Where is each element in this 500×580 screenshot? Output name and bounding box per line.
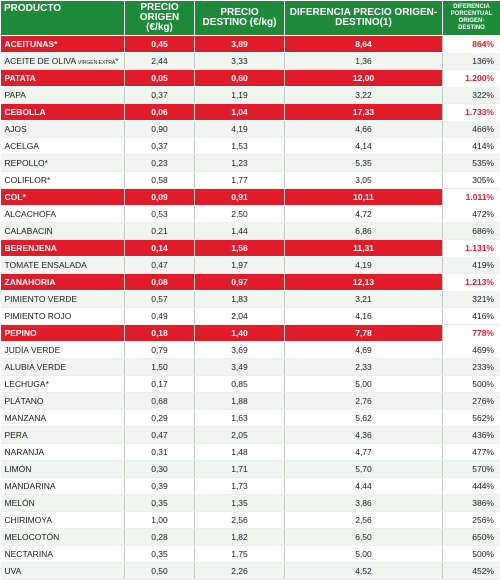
table-row <box>1 427 500 444</box>
producto-name: PIMIENTO ROJO <box>5 311 72 321</box>
table-row <box>1 87 500 104</box>
table-row <box>1 512 500 529</box>
diferencia-cell: 4,66 <box>285 121 443 138</box>
precio-origen-cell: 0,50 <box>125 563 195 580</box>
precio-destino-cell: 3,33 <box>195 53 285 70</box>
table-row <box>1 206 500 223</box>
porcentaje-cell: 305% <box>443 172 500 189</box>
producto-cell <box>1 206 125 223</box>
diferencia-cell: 4,14 <box>285 138 443 155</box>
producto-cell <box>1 461 125 478</box>
producto-cell <box>1 410 125 427</box>
precio-destino-cell: 3,69 <box>195 342 285 359</box>
porcentaje-cell: 322% <box>443 87 500 104</box>
porcentaje-cell: 466% <box>443 121 500 138</box>
diferencia-cell: 3,05 <box>285 172 443 189</box>
precio-origen-cell: 0,49 <box>125 308 195 325</box>
producto-cell <box>1 529 125 546</box>
porcentaje-cell: 1.213% <box>443 274 500 291</box>
producto-cell <box>1 546 125 563</box>
table-row <box>1 53 500 70</box>
diferencia-cell: 5,00 <box>285 546 443 563</box>
producto-name: COLIFLOR* <box>5 175 51 185</box>
precio-destino-cell: 2,05 <box>195 427 285 444</box>
producto-cell <box>1 444 125 461</box>
table-row <box>1 274 500 291</box>
porcentaje-cell: 414% <box>443 138 500 155</box>
precio-origen-cell: 0,30 <box>125 461 195 478</box>
precio-origen-cell: 0,79 <box>125 342 195 359</box>
porcentaje-cell: 1.200% <box>443 70 500 87</box>
producto-cell <box>1 563 125 580</box>
precio-destino-cell: 0,85 <box>195 376 285 393</box>
precio-origen-cell: 0,14 <box>125 240 195 257</box>
table-header <box>1 1 500 36</box>
producto-name: CEBOLLA <box>5 107 46 117</box>
diferencia-cell: 4,19 <box>285 257 443 274</box>
diferencia-cell: 3,22 <box>285 87 443 104</box>
table-row <box>1 376 500 393</box>
precio-origen-cell: 0,37 <box>125 138 195 155</box>
diferencia-cell: 4,44 <box>285 478 443 495</box>
table-row <box>1 359 500 376</box>
precio-destino-cell: 1,82 <box>195 529 285 546</box>
producto-cell <box>1 478 125 495</box>
porcentaje-cell: 778% <box>443 325 500 342</box>
producto-cell <box>1 257 125 274</box>
table-row <box>1 478 500 495</box>
producto-cell <box>1 138 125 155</box>
producto-cell <box>1 359 125 376</box>
porcentaje-cell: 535% <box>443 155 500 172</box>
porcentaje-cell: 500% <box>443 546 500 563</box>
diferencia-cell: 7,78 <box>285 325 443 342</box>
producto-name: ACEITUNAS* <box>5 39 58 49</box>
diferencia-cell: 2,56 <box>285 512 443 529</box>
porcentaje-cell: 452% <box>443 563 500 580</box>
table-row <box>1 172 500 189</box>
precio-origen-cell: 0,18 <box>125 325 195 342</box>
precio-destino-cell: 2,50 <box>195 206 285 223</box>
table-row <box>1 138 500 155</box>
producto-name: PEPINO <box>5 328 37 338</box>
diferencia-cell: 6,50 <box>285 529 443 546</box>
porcentaje-cell: 233% <box>443 359 500 376</box>
producto-name: MELÓN <box>5 498 35 508</box>
producto-name: ACELGA <box>5 141 40 151</box>
header-porcentual: DIFERENCIA PORCENTUAL ORIGEN-DESTINO <box>443 1 500 36</box>
producto-cell <box>1 36 125 53</box>
porcentaje-cell: 276% <box>443 393 500 410</box>
table-row <box>1 393 500 410</box>
precio-origen-cell: 0,35 <box>125 495 195 512</box>
precio-destino-cell: 1,77 <box>195 172 285 189</box>
precio-destino-cell: 1,35 <box>195 495 285 512</box>
producto-name: PAPA <box>5 90 26 100</box>
producto-cell <box>1 104 125 121</box>
producto-name: PERA <box>5 430 28 440</box>
porcentaje-cell: 416% <box>443 308 500 325</box>
diferencia-cell: 12,13 <box>285 274 443 291</box>
precio-origen-cell: 0,08 <box>125 274 195 291</box>
precio-destino-cell: 1,56 <box>195 240 285 257</box>
precio-origen-cell: 0,45 <box>125 36 195 53</box>
precio-destino-cell: 2,56 <box>195 512 285 529</box>
porcentaje-cell: 1.131% <box>443 240 500 257</box>
producto-cell <box>1 189 125 206</box>
diferencia-cell: 3,86 <box>285 495 443 512</box>
producto-name: ALCACHOFA <box>5 209 57 219</box>
diferencia-cell: 5,00 <box>285 376 443 393</box>
producto-name: ACEITE DE OLIVA <box>5 56 76 66</box>
table-row <box>1 121 500 138</box>
precio-destino-cell: 3,49 <box>195 359 285 376</box>
precio-destino-cell: 1,63 <box>195 410 285 427</box>
table-row <box>1 444 500 461</box>
diferencia-cell: 2,76 <box>285 393 443 410</box>
precio-destino-cell: 1,75 <box>195 546 285 563</box>
producto-name: UVA <box>5 566 22 576</box>
porcentaje-cell: 562% <box>443 410 500 427</box>
precio-origen-cell: 0,21 <box>125 223 195 240</box>
producto-name: TOMATE ENSALADA <box>5 260 87 270</box>
precio-origen-cell: 0,06 <box>125 104 195 121</box>
porcentaje-cell: 256% <box>443 512 500 529</box>
table-row <box>1 70 500 87</box>
producto-name: COL* <box>5 192 26 202</box>
porcentaje-cell: 444% <box>443 478 500 495</box>
table-row <box>1 257 500 274</box>
diferencia-cell: 17,33 <box>285 104 443 121</box>
precio-destino-cell: 1,23 <box>195 155 285 172</box>
producto-cell <box>1 393 125 410</box>
precio-origen-cell: 0,37 <box>125 87 195 104</box>
diferencia-cell: 4,36 <box>285 427 443 444</box>
producto-name: CALABACIN <box>5 226 53 236</box>
precio-origen-cell: 0,47 <box>125 257 195 274</box>
precio-origen-cell: 2,44 <box>125 53 195 70</box>
table-row <box>1 104 500 121</box>
porcentaje-cell: 436% <box>443 427 500 444</box>
precio-destino-cell: 4,19 <box>195 121 285 138</box>
table-row <box>1 36 500 53</box>
precio-origen-cell: 0,17 <box>125 376 195 393</box>
producto-name: ZANAHORIA <box>5 277 56 287</box>
header-precio-origen: PRECIO ORIGEN (€/kg) <box>125 1 195 36</box>
table-row <box>1 223 500 240</box>
precio-destino-cell: 1,83 <box>195 291 285 308</box>
table-row <box>1 563 500 580</box>
producto-name: MANDARINA <box>5 481 56 491</box>
porcentaje-cell: 136% <box>443 53 500 70</box>
diferencia-cell: 12,00 <box>285 70 443 87</box>
table-row <box>1 529 500 546</box>
porcentaje-cell: 500% <box>443 376 500 393</box>
table-row <box>1 546 500 563</box>
precio-destino-cell: 1,44 <box>195 223 285 240</box>
table-row <box>1 189 500 206</box>
porcentaje-cell: 477% <box>443 444 500 461</box>
precio-destino-cell: 0,97 <box>195 274 285 291</box>
porcentaje-cell: 686% <box>443 223 500 240</box>
table-row <box>1 308 500 325</box>
producto-name: PLÁTANO <box>5 396 44 406</box>
producto-cell <box>1 155 125 172</box>
diferencia-cell: 6,86 <box>285 223 443 240</box>
diferencia-cell: 4,52 <box>285 563 443 580</box>
porcentaje-cell: 469% <box>443 342 500 359</box>
header-producto: PRODUCTO <box>1 1 125 36</box>
producto-cell <box>1 495 125 512</box>
diferencia-cell: 4,69 <box>285 342 443 359</box>
diferencia-cell: 2,33 <box>285 359 443 376</box>
diferencia-cell: 3,21 <box>285 291 443 308</box>
producto-cell <box>1 70 125 87</box>
header-precio-destino: PRECIO DESTINO (€/kg) <box>195 1 285 36</box>
diferencia-cell: 5,70 <box>285 461 443 478</box>
producto-cell <box>1 512 125 529</box>
table-row <box>1 495 500 512</box>
producto-cell <box>1 87 125 104</box>
precio-origen-cell: 0,57 <box>125 291 195 308</box>
table-row <box>1 291 500 308</box>
precio-origen-cell: 0,23 <box>125 155 195 172</box>
table-row <box>1 342 500 359</box>
table-row <box>1 461 500 478</box>
precio-destino-cell: 3,89 <box>195 36 285 53</box>
precio-destino-cell: 1,48 <box>195 444 285 461</box>
precio-origen-cell: 0,58 <box>125 172 195 189</box>
producto-name: NECTARINA <box>5 549 54 559</box>
producto-cell <box>1 376 125 393</box>
producto-name: ALUBIA VERDE <box>5 362 66 372</box>
porcentaje-cell: 386% <box>443 495 500 512</box>
precio-origen-cell: 0,39 <box>125 478 195 495</box>
porcentaje-cell: 1.011% <box>443 189 500 206</box>
producto-cell <box>1 172 125 189</box>
diferencia-cell: 8,64 <box>285 36 443 53</box>
table-row <box>1 155 500 172</box>
producto-cell <box>1 53 125 70</box>
table-body <box>1 36 500 580</box>
diferencia-cell: 4,72 <box>285 206 443 223</box>
producto-cell <box>1 291 125 308</box>
diferencia-cell: 1,36 <box>285 53 443 70</box>
precio-origen-cell: 1,50 <box>125 359 195 376</box>
producto-cell <box>1 121 125 138</box>
precio-destino-cell: 0,60 <box>195 70 285 87</box>
precio-destino-cell: 1,88 <box>195 393 285 410</box>
precio-destino-cell: 1,71 <box>195 461 285 478</box>
precio-origen-cell: 0,47 <box>125 427 195 444</box>
porcentaje-cell: 472% <box>443 206 500 223</box>
diferencia-cell: 10,11 <box>285 189 443 206</box>
table-row <box>1 325 500 342</box>
producto-name: AJOS <box>5 124 27 134</box>
precio-origen-cell: 0,29 <box>125 410 195 427</box>
porcentaje-cell: 321% <box>443 291 500 308</box>
producto-name: MANZANA <box>5 413 47 423</box>
table-row <box>1 240 500 257</box>
precio-destino-cell: 1,04 <box>195 104 285 121</box>
precio-origen-cell: 0,90 <box>125 121 195 138</box>
precio-destino-cell: 1,19 <box>195 87 285 104</box>
porcentaje-cell: 419% <box>443 257 500 274</box>
producto-name: CHIRIMOYA <box>5 515 53 525</box>
producto-cell <box>1 325 125 342</box>
producto-name: PIMIENTO VERDE <box>5 294 78 304</box>
precio-destino-cell: 2,26 <box>195 563 285 580</box>
precio-origen-cell: 0,68 <box>125 393 195 410</box>
precio-origen-cell: 0,53 <box>125 206 195 223</box>
precio-destino-cell: 2,04 <box>195 308 285 325</box>
diferencia-cell: 11,31 <box>285 240 443 257</box>
producto-name-suffix: * <box>115 56 118 66</box>
precio-destino-cell: 1,40 <box>195 325 285 342</box>
precio-origen-cell: 0,05 <box>125 70 195 87</box>
diferencia-cell: 5,62 <box>285 410 443 427</box>
porcentaje-cell: 570% <box>443 461 500 478</box>
producto-name: MELOCOTÓN <box>5 532 60 542</box>
producto-cell <box>1 342 125 359</box>
header-diferencia: DIFERENCIA PRECIO ORIGEN-DESTINO(1) <box>285 1 443 36</box>
precio-destino-cell: 1,97 <box>195 257 285 274</box>
table-row <box>1 410 500 427</box>
producto-cell <box>1 427 125 444</box>
producto-name: LECHUGA* <box>5 379 49 389</box>
precio-destino-cell: 1,53 <box>195 138 285 155</box>
producto-cell <box>1 240 125 257</box>
precio-origen-cell: 0,35 <box>125 546 195 563</box>
porcentaje-cell: 650% <box>443 529 500 546</box>
porcentaje-cell: 1.733% <box>443 104 500 121</box>
producto-cell <box>1 308 125 325</box>
producto-cell <box>1 274 125 291</box>
precio-origen-cell: 0,28 <box>125 529 195 546</box>
precio-origen-cell: 0,09 <box>125 189 195 206</box>
producto-name: JUDÍA VERDE <box>5 345 61 355</box>
precio-destino-cell: 1,73 <box>195 478 285 495</box>
producto-name: PATATA <box>5 73 36 83</box>
precio-origen-cell: 0,31 <box>125 444 195 461</box>
producto-name-qualifier: VIRGEN EXTRA <box>78 60 115 66</box>
producto-name: REPOLLO* <box>5 158 48 168</box>
producto-name: NARANJA <box>5 447 45 457</box>
producto-name: LIMÓN <box>5 464 32 474</box>
precio-origen-cell: 1,00 <box>125 512 195 529</box>
diferencia-cell: 4,16 <box>285 308 443 325</box>
producto-name: BERENJENA <box>5 243 57 253</box>
diferencia-cell: 4,77 <box>285 444 443 461</box>
producto-cell <box>1 223 125 240</box>
diferencia-cell: 5,35 <box>285 155 443 172</box>
porcentaje-cell: 864% <box>443 36 500 53</box>
precio-destino-cell: 0,91 <box>195 189 285 206</box>
